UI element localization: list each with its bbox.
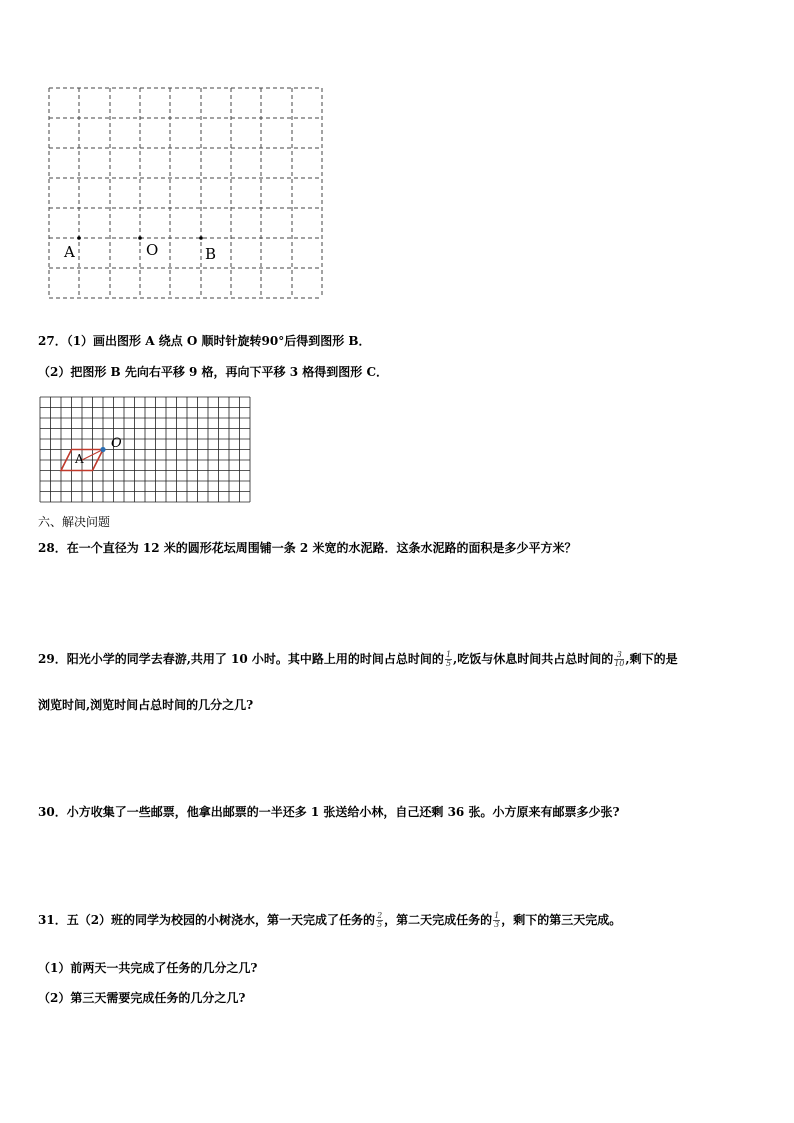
q27-line2: （2）把图形 B 先向右平移 9 格，再向下平移 3 格得到图形 C．	[38, 365, 388, 379]
grid1-label-o: O	[146, 241, 159, 259]
frac-denominator: 5	[377, 920, 383, 929]
q29-line1	[38, 651, 678, 668]
frac-denominator: 10	[614, 659, 625, 668]
point-b	[199, 236, 203, 240]
frac-denominator: 5	[445, 659, 452, 668]
point-o-marker	[100, 447, 105, 452]
q31-part1: 31．五（2）班的同学为校园的小树浇水，第一天完成了任务的	[38, 913, 376, 927]
q28-text: 28．在一个直径为 12 米的圆形花坛周围铺一条 2 米宽的水泥路．这条水泥路的面积是多少平方米？	[38, 541, 577, 555]
frac-numerator: 1	[445, 650, 452, 659]
fraction-one-fifth	[445, 651, 452, 668]
grid1-label-a: A	[64, 243, 75, 261]
section-title: 六、解决问题	[38, 515, 111, 529]
q31-sub2: （2）第三天需要完成任务的几分之几?	[38, 991, 246, 1005]
frac-numerator: 3	[614, 651, 624, 660]
fraction-one-third	[493, 912, 500, 929]
fraction-two-fifths	[376, 912, 383, 929]
frac-numerator: 1	[494, 911, 500, 920]
q29-part3: ,剩下的是	[625, 652, 678, 666]
q27-line1: 27．（1）画出图形 A 绕点 O 顺时针旋转90°后得到图形 B．	[38, 334, 371, 348]
q29-line2: 浏览时间,浏览时间占总时间的几分之几?	[38, 698, 254, 712]
grid1-label-b: B	[205, 245, 217, 263]
q29-part1: 29．阳光小学的同学去春游,共用了 10 小时。其中路上用的时间占总时间的	[38, 652, 444, 666]
q31-line1	[38, 912, 621, 929]
grid2-label-a: A	[75, 452, 84, 466]
q31-sub1: （1）前两天一共完成了任务的几分之几?	[38, 961, 258, 975]
frac-denominator: 3	[494, 920, 500, 929]
q29-part2: ,吃饭与休息时间共占总时间的	[453, 652, 614, 666]
q30-text: 30．小方收集了一些邮票，他拿出邮票的一半还多 1 张送给小林，自己还剩 36 张。小方原来有邮票多少张?	[38, 805, 620, 819]
point-o	[138, 236, 142, 240]
solid-grid-figure	[38, 395, 256, 505]
fraction-three-tenths	[614, 651, 624, 668]
point-a	[77, 236, 81, 240]
grid2-label-o: O	[111, 436, 122, 451]
frac-numerator: 2	[377, 911, 383, 920]
dashed-grid-figure	[46, 86, 326, 302]
q31-part2: ，第二天完成任务的	[384, 913, 493, 927]
q31-part3: ，剩下的第三天完成。	[501, 913, 622, 927]
